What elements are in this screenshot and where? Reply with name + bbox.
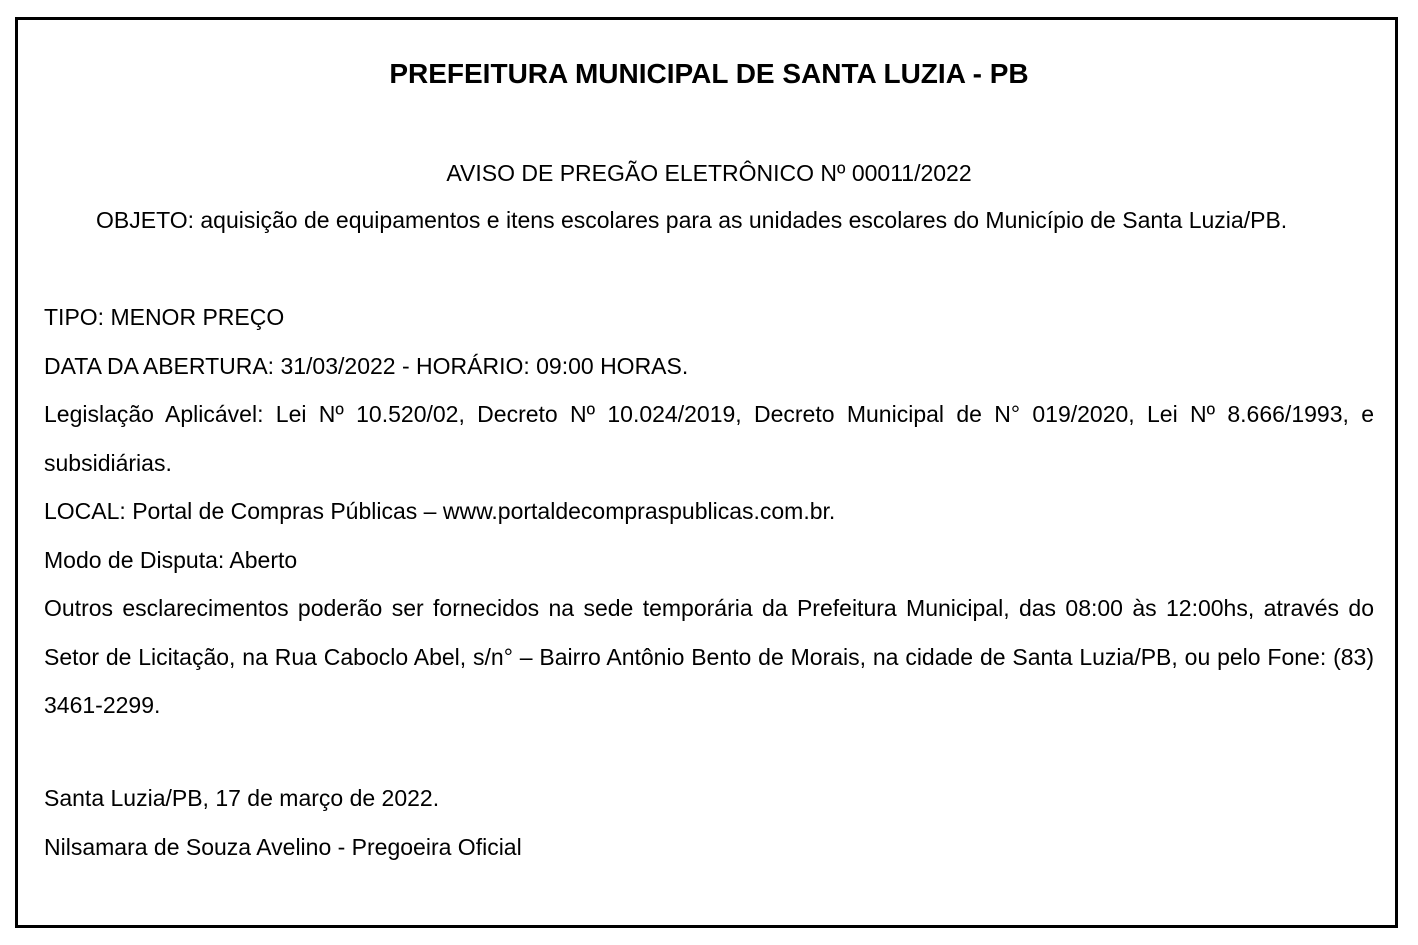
tipo-line: TIPO: MENOR PREÇO — [44, 304, 285, 330]
objeto-text: OBJETO: aquisição de equipamentos e itens escolares para as unidades escolares do Município de Santa Luzia/PB. — [96, 207, 1288, 233]
notice-heading: AVISO DE PREGÃO ELETRÔNICO Nº 00011/2022 — [446, 160, 972, 186]
notice-details — [44, 293, 1374, 730]
local-line: LOCAL: Portal de Compras Públicas – www.portaldecompraspublicas.com.br. — [44, 498, 836, 524]
legislacao-paragraph: Legislação Aplicável: Lei Nº 10.520/02, Decreto Nº 10.024/2019, Decreto Municipal de N° 019/2020, Lei Nº 8.666/1993, e subsidiárias. — [44, 401, 1374, 476]
modo-disputa-line: Modo de Disputa: Aberto — [44, 546, 298, 573]
document-title: PREFEITURA MUNICIPAL DE SANTA LUZIA - PB — [389, 58, 1029, 89]
data-abertura-line: DATA DA ABERTURA: 31/03/2022 - HORÁRIO: 09:00 HORAS. — [44, 352, 689, 379]
place-date: Santa Luzia/PB, 17 de março de 2022. — [44, 785, 440, 811]
esclarecimentos-paragraph: Outros esclarecimentos poderão ser fornecidos na sede temporária da Prefeitura Municipal, das 08:00 às 12:00hs, através do Setor de Licitação, na Rua Caboclo Abel, s/n° – Bairro Antônio Bento de Morais, na cidade de Santa Luzia/PB, ou pelo Fone: (83) 3461-2299. — [44, 595, 1374, 718]
document-footer — [44, 774, 1374, 871]
signature-line: Nilsamara de Souza Avelino - Pregoeira Oficial — [44, 833, 522, 860]
objeto-paragraph — [44, 196, 1374, 245]
